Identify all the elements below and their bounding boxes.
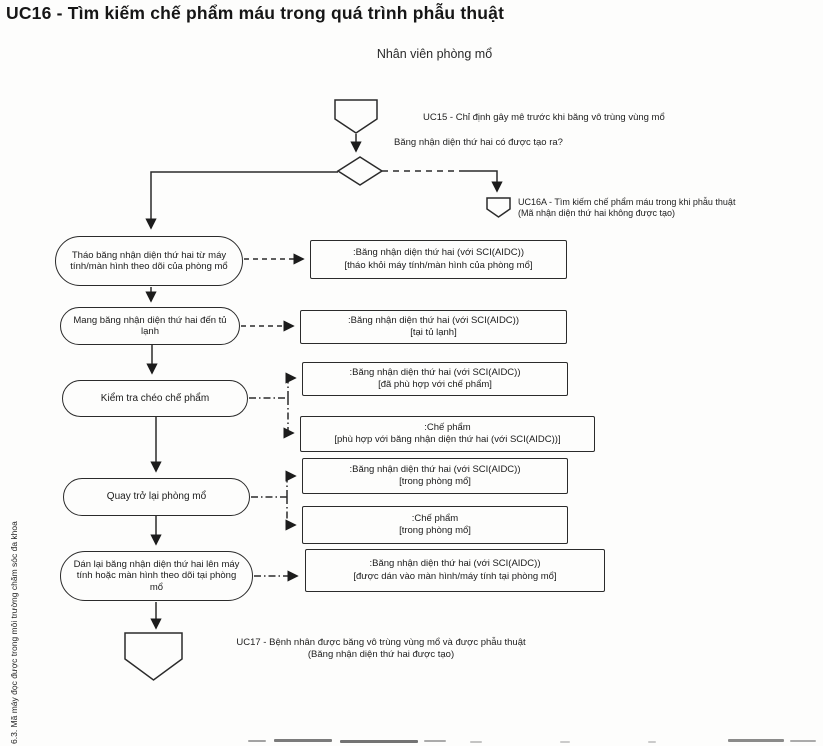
alt-exit-note <box>518 197 820 220</box>
edge-step4-to-object5 <box>287 476 295 497</box>
edge-decision-to-step1 <box>151 172 338 228</box>
object-5-name: :Băng nhận diện thứ hai (với SCI(AIDC)) <box>349 463 521 475</box>
scan-artifact <box>424 740 446 742</box>
edge-step4-to-object6 <box>287 497 295 525</box>
object-node-2 <box>300 310 567 344</box>
exit-note-line2: (Băng nhận diện thứ hai được tạo) <box>307 648 455 660</box>
object-2-state: [tại tủ lạnh] <box>410 327 457 338</box>
step-node-3: Kiểm tra chéo chế phẩm <box>62 380 248 417</box>
scan-artifact <box>470 741 482 743</box>
object-node-3 <box>302 362 568 396</box>
step-node-4: Quay trở lại phòng mổ <box>63 478 250 516</box>
scan-artifact <box>274 739 332 742</box>
object-5-state: [trong phòng mổ] <box>399 476 471 487</box>
entry-note: UC15 - Chỉ định gây mê trước khi băng vô trùng vùng mổ <box>423 112 665 123</box>
object-node-6 <box>302 506 568 544</box>
step-node-1: Tháo băng nhận diện thứ hai từ máy tính/màn hình theo dõi của phòng mổ <box>55 236 243 286</box>
exit-note <box>192 637 570 661</box>
object-node-7 <box>305 549 605 592</box>
edge-step3-to-object3 <box>288 378 295 398</box>
object-7-name: :Băng nhận diện thứ hai (với SCI(AIDC)) <box>369 558 541 570</box>
scan-artifact <box>340 740 418 743</box>
decision-question: Băng nhận diện thứ hai có được tạo ra? <box>394 137 563 148</box>
edge-decision-to-alt-elbow <box>460 171 497 191</box>
object-4-state: [phù hợp với băng nhận diện thứ hai (với SCI(AIDC))] <box>334 434 561 445</box>
alt-exit-note-line2: (Mã nhận diện thứ hai không được tạo) <box>518 208 676 219</box>
alt-exit-note-line1: UC16A - Tìm kiếm chế phẩm máu trong khi phẫu thuật <box>518 197 736 207</box>
object-7-state: [được dán vào màn hình/máy tính tại phòng mổ] <box>353 570 557 582</box>
object-node-5 <box>302 458 568 494</box>
object-4-name: :Chế phẩm <box>424 421 471 433</box>
exit-offpage-connector-shape <box>125 633 182 680</box>
exit-note-line1: UC17 - Bệnh nhân được băng vô trùng vùng mổ và được phẫu thuật <box>236 637 526 648</box>
decision-diamond <box>338 157 382 185</box>
scan-artifact <box>790 740 816 742</box>
margin-section-caption: 6.3. Mã máy đọc được trong môi trường chăm sóc đa khoa <box>9 521 19 744</box>
object-1-state: [tháo khỏi máy tính/màn hình của phòng mổ] <box>344 259 533 271</box>
object-3-name: :Băng nhận diện thứ hai (với SCI(AIDC)) <box>349 366 521 378</box>
step-node-2: Mang băng nhận diện thứ hai đến tủ lạnh <box>60 307 240 345</box>
object-2-name: :Băng nhận diện thứ hai (với SCI(AIDC)) <box>348 314 519 326</box>
step-node-5: Dán lại băng nhận diện thứ hai lên máy tính hoặc màn hình theo dõi tại phòng mổ <box>60 551 253 601</box>
object-6-name: :Chế phẩm <box>411 512 459 524</box>
edge-step3-to-object4 <box>288 398 293 433</box>
scan-artifact <box>728 739 784 742</box>
swimlane-header: Nhân viên phòng mổ <box>376 47 493 61</box>
object-node-4 <box>300 416 595 452</box>
object-node-1 <box>310 240 567 279</box>
scan-artifact <box>648 741 656 743</box>
object-6-state: [trong phòng mổ] <box>399 525 471 536</box>
object-1-name: :Băng nhận diện thứ hai (với SCI(AIDC)) <box>352 247 524 259</box>
scan-artifact <box>560 741 570 743</box>
object-3-state: [đã phù hợp với chế phẩm] <box>378 379 492 390</box>
alt-exit-offpage-connector-shape <box>487 198 510 217</box>
scan-artifact <box>248 740 266 742</box>
page-title: UC16 - Tìm kiếm chế phẩm máu trong quá trình phẫu thuật <box>6 3 505 23</box>
entry-offpage-connector-shape <box>335 100 377 133</box>
